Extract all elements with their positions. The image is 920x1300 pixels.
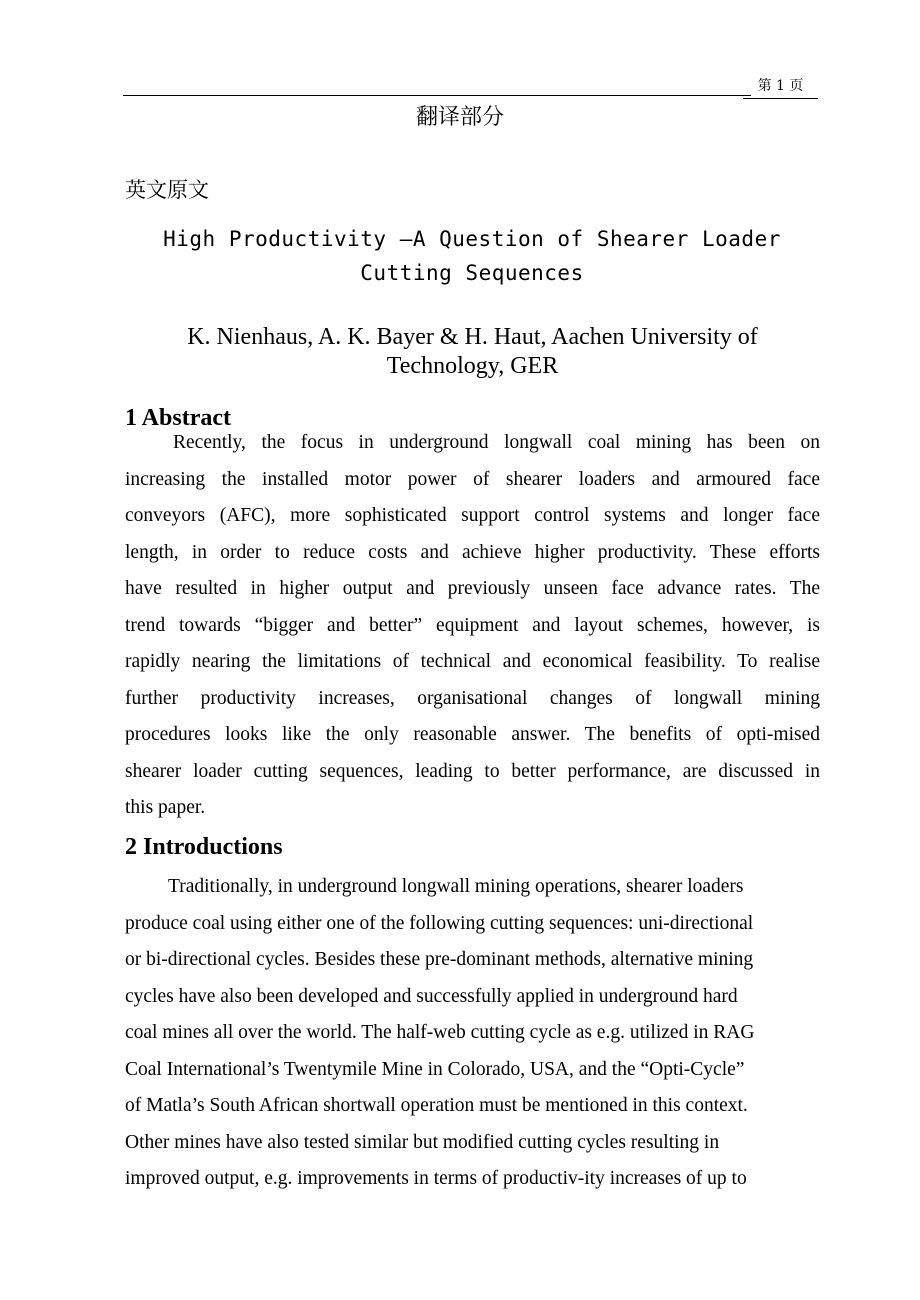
introduction-paragraph [125,869,820,1198]
paper-title-line: Cutting Sequences [360,261,584,285]
abstract-paragraph [125,425,820,827]
paragraph-line: have resulted in higher output and previously unseen face advance rates. The [125,578,820,599]
paragraph-line: procedures looks like the only reasonable answer. The benefits of opti-mised [125,724,820,745]
section-title: 翻译部分 [415,105,504,130]
paragraph-line: further productivity increases, organisational changes of longwall mining [125,687,820,709]
paragraph-line: produce coal using either one of the following cutting sequences: uni-directional [125,912,754,934]
abstract-heading: 1 Abstract [125,405,231,431]
paragraph-line: cycles have also been developed and successfully applied in underground hard [125,985,738,1007]
paragraph-line: conveyors (AFC), more sophisticated support control systems and longer face [125,505,820,526]
page-number: 第 1 页 [757,78,804,94]
paragraph-line: rapidly nearing the limitations of technical and economical feasibility. To realise [125,651,820,672]
paragraph-line: Other mines have also tested similar but modified cutting cycles resulting in [125,1131,720,1153]
authors-line: Technology, GER [386,353,559,379]
paragraph-line: or bi-directional cycles. Besides these pre-dominant methods, alternative mining [125,949,754,970]
paragraph-line: of Matla’s South African shortwall operation must be mentioned in this context. [125,1095,748,1116]
paragraph-line: shearer loader cutting sequences, leading to better performance, are discussed in [125,760,820,782]
paragraph-line: trend towards “bigger and better” equipment and layout schemes, however, is [125,614,820,636]
paragraph-line: Traditionally, in underground longwall mining operations, shearer loaders [168,876,744,897]
paper-authors [125,323,820,381]
paragraph-line: coal mines all over the world. The half-web cutting cycle as e.g. utilized in RAG [125,1022,755,1043]
page-number-box [743,76,818,99]
original-text-label: 英文原文 [125,178,209,202]
paragraph-line: improved output, e.g. improvements in terms of productiv-ity increases of up to [125,1168,747,1189]
paragraph-line: Recently, the focus in underground longwall coal mining has been on [173,432,820,453]
authors-line: K. Nienhaus, A. K. Bayer & H. Haut, Aachen University of [187,324,758,350]
paragraph-line: length, in order to reduce costs and achieve higher productivity. These efforts [125,541,820,563]
introduction-heading: 2 Introductions [125,834,283,860]
paper-title [140,222,804,290]
header-rule [123,95,751,96]
paper-title-line: High Productivity —A Question of Shearer Loader [163,227,781,251]
paragraph-line: increasing the installed motor power of shearer loaders and armoured face [125,468,820,490]
paragraph-line: Coal International’s Twentymile Mine in Colorado, USA, and the “Opti-Cycle” [125,1058,745,1080]
paragraph-line: this paper. [125,797,206,818]
